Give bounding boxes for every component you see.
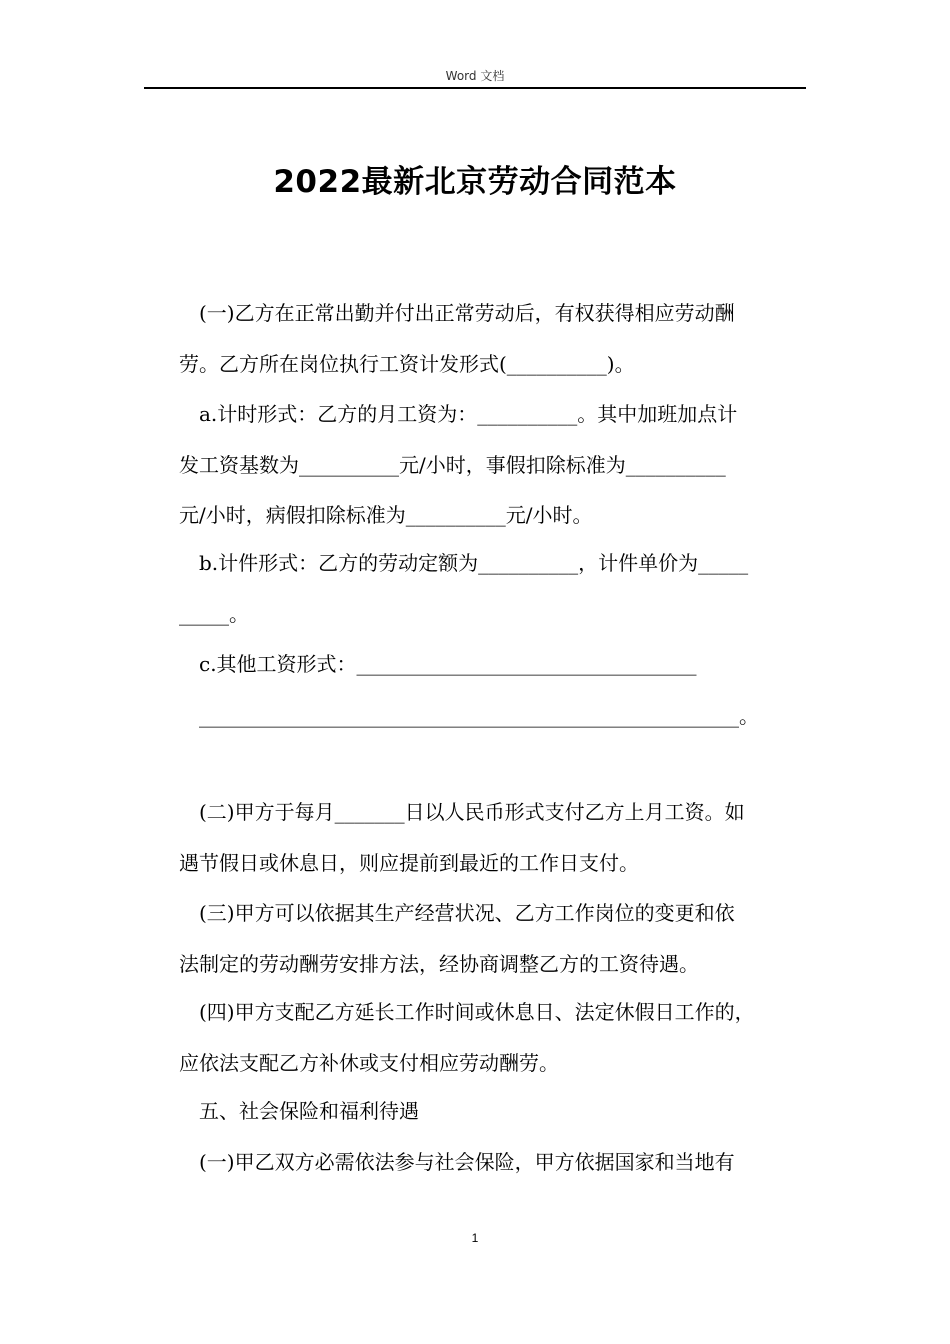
page-number: 1 <box>471 1231 479 1245</box>
paragraph-line: 应依法支配乙方补休或支付相应劳动酬劳。 <box>179 1051 559 1075</box>
paragraph-line: 遇节假日或休息日，则应提前到最近的工作日支付。 <box>179 851 639 875</box>
paragraph-line: (一)甲乙双方必需依法参与社会保险，甲方依据国家和当地有 <box>199 1150 735 1174</box>
header-rule <box>144 87 806 89</box>
paragraph-line: ______________________________________________________。 <box>199 704 759 728</box>
paragraph-line: 劳。乙方所在岗位执行工资计发形式(__________)。 <box>179 352 635 376</box>
paragraph-line: (四)甲方支配乙方延长工作时间或休息日、法定休假日工作的， <box>199 1000 755 1024</box>
paragraph-line: 法制定的劳动酬劳安排方法，经协商调整乙方的工资待遇。 <box>179 952 699 976</box>
paragraph-line: (一)乙方在正常出勤并付出正常劳动后，有权获得相应劳动酬 <box>199 301 735 325</box>
section-heading: 五、社会保险和福利待遇 <box>199 1099 419 1123</box>
paragraph-line: (二)甲方于每月_______日以人民币形式支付乙方上月工资。如 <box>199 800 745 824</box>
paragraph-line: 发工资基数为__________元/小时，事假扣除标准为__________ <box>179 453 726 477</box>
document-title: 2022最新北京劳动合同范本 <box>273 164 677 200</box>
paragraph-line: a.计时形式：乙方的月工资为：__________。其中加班加点计 <box>199 402 738 426</box>
paragraph-line: _____。 <box>179 602 249 626</box>
paragraph-line: b.计件形式：乙方的劳动定额为__________，计件单价为_____ <box>199 551 749 575</box>
paragraph-line: 元/小时，病假扣除标准为__________元/小时。 <box>179 503 593 527</box>
paragraph-line: c.其他工资形式：__________________________________ <box>199 652 697 676</box>
header-label: Word 文档 <box>445 69 505 83</box>
paragraph-line: (三)甲方可以依据其生产经营状况、乙方工作岗位的变更和依 <box>199 901 735 925</box>
